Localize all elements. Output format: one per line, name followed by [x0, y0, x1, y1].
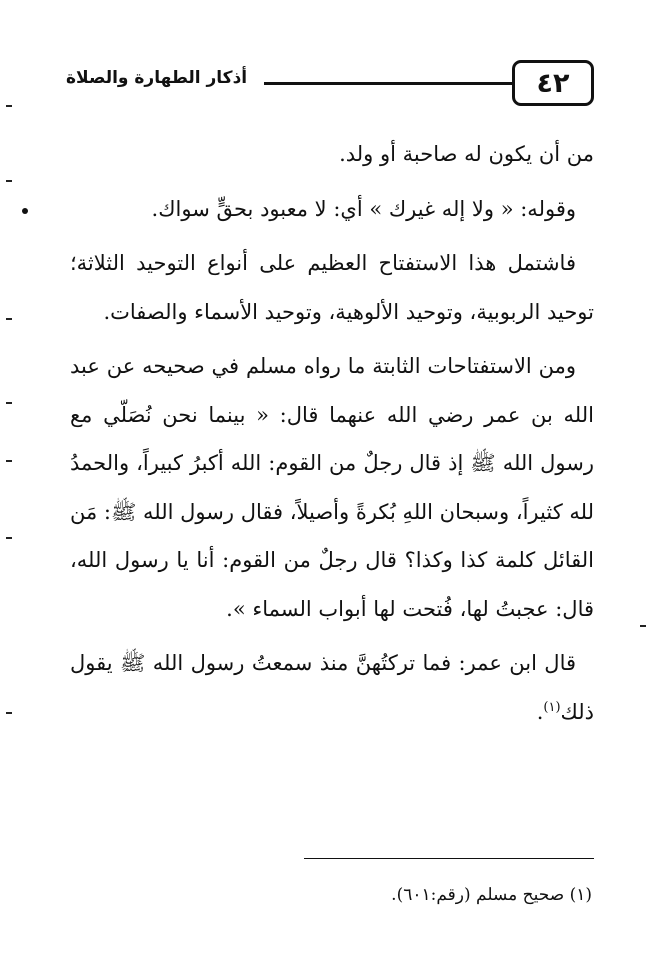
paragraph: ومن الاستفتاحات الثابتة ما رواه مسلم في صحيحه عن عبد الله بن عمر رضي الله عنهما قال: « بينما نحن نُصَلّي مع رسول الله ﷺ إذ قال رجلٌ من القوم: الله أكبرُ كبيراً، والحمدُ لله كثيراً، وسبحان اللهِ بُكرةً وأصيلاً، فقال رسول الله ﷺ: مَن القائل كلمة كذا وكذا؟ قال رجلٌ من القوم: أنا يا رسول الله، قال: عجبتُ لها، فُتحت لها أبواب السماء ».: [70, 354, 594, 621]
scan-mark: [6, 402, 12, 404]
header-rule: [264, 82, 512, 85]
page-number-box: [512, 60, 594, 106]
scan-mark: [6, 460, 12, 462]
paragraph-text: قال ابن عمر: فما تركتُهنَّ منذ سمعتُ رسول الله ﷺ يقول ذلك: [70, 651, 594, 724]
scan-speck: [22, 208, 28, 214]
scan-mark: [6, 537, 12, 539]
scan-mark: [6, 318, 12, 320]
footnote: (١) صحيح مسلم (رقم:٦٠١).: [391, 885, 592, 905]
paragraph: من أن يكون له صاحبة أو ولد.: [339, 142, 594, 166]
body-text: [70, 130, 594, 742]
paragraph: وقوله: « ولا إله غيرك » أي: لا معبود بحقٍّ سواك.: [151, 196, 576, 221]
running-title: أذكار الطهارة والصلاة: [66, 68, 248, 88]
footnote-rule: [304, 858, 594, 859]
scan-mark: [6, 712, 12, 714]
scan-mark: [6, 105, 12, 107]
scan-mark: [6, 180, 12, 182]
scan-mark: [640, 625, 646, 627]
paragraph-with-note: [70, 639, 594, 736]
page-header: [66, 60, 594, 108]
page-number: ٤٢: [536, 67, 570, 99]
closing-period: .: [536, 699, 544, 724]
footnote-reference: (١): [543, 699, 561, 715]
paragraph: فاشتمل هذا الاستفتاح العظيم على أنواع التوحيد الثلاثة؛ توحيد الربوبية، وتوحيد الألوهية، وتوحيد الأسماء والصفات.: [70, 251, 594, 324]
